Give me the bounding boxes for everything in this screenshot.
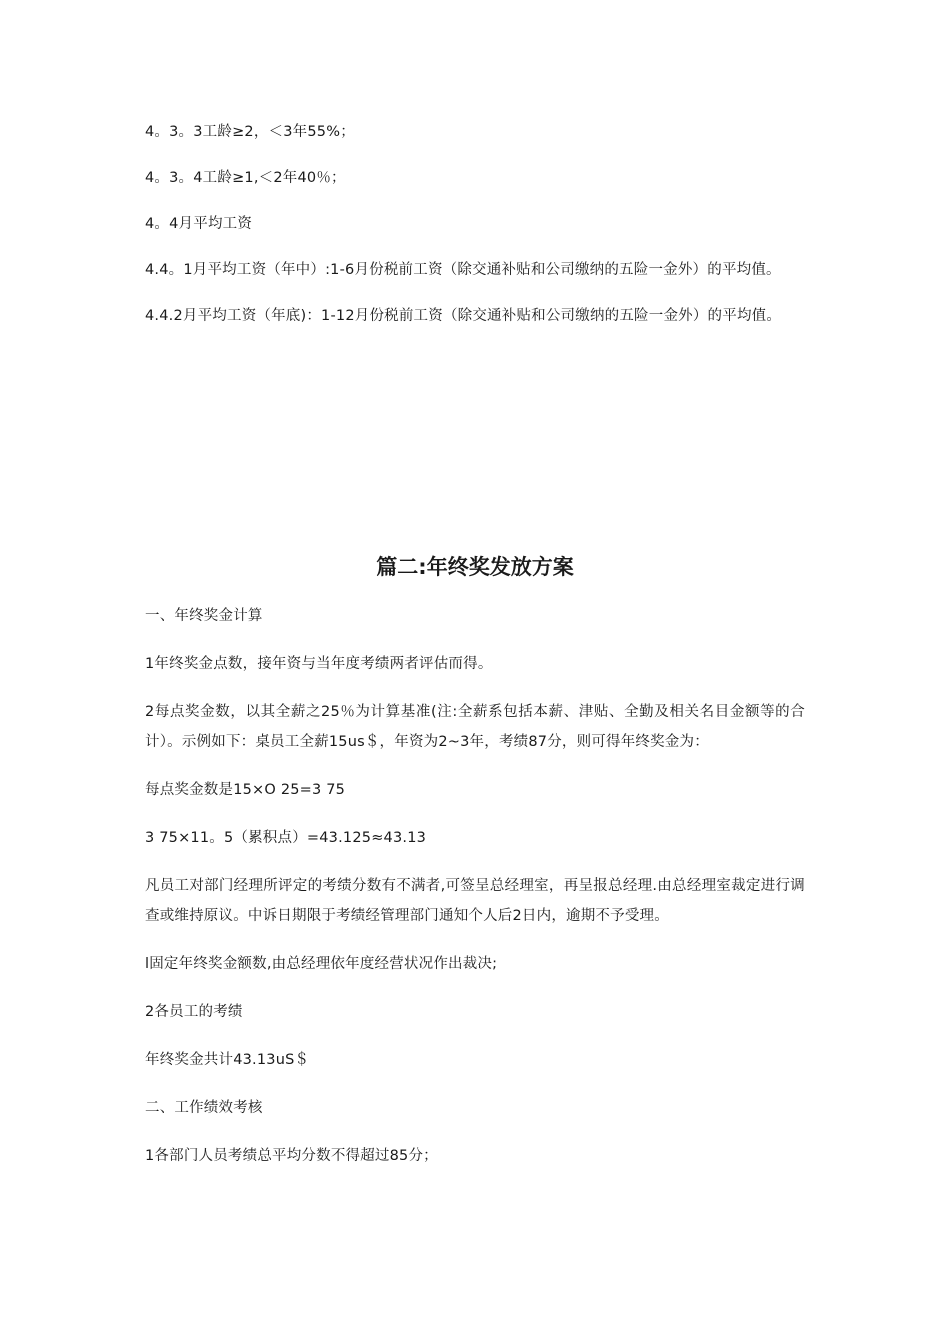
paragraph: l固定年终奖金额数,由总经理依年度经营状况作出裁决;	[145, 956, 498, 972]
heading-performance-review: 二、工作绩效考核	[145, 1100, 263, 1116]
paragraph: 4.4.2月平均工资（年底)：1-12月份税前工资（除交通补贴和公司缴纳的五险一金外）的平均值。	[145, 308, 782, 324]
paragraph: 4。4月平均工资	[145, 216, 253, 232]
paragraph: 1各部门人员考绩总平均分数不得超过85分；	[145, 1148, 438, 1164]
paragraph: 4。3。4工龄≥1,＜2年40％；	[145, 170, 346, 186]
formula-line: 3 75×11。5（累积点）=43.125≈43.13	[145, 830, 427, 846]
section-continuation	[145, 117, 805, 347]
section-body	[145, 601, 805, 1189]
paragraph: 4.4。1月平均工资（年中）:1-6月份税前工资（除交通补贴和公司缴纳的五险一金外）的平均值。	[145, 262, 781, 278]
paragraph: 2各员工的考绩	[145, 1004, 243, 1020]
paragraph: 2每点奖金数，以其全薪之25％为计算基准(注:全薪系包括本薪、津贴、全勤及相关名目金额等的合计）。示例如下：桌员工全薪15us＄，年资为2~3年，考绩87分，则可得年终奖金为：	[145, 704, 805, 750]
section-title: 篇二:年终奖发放方案	[376, 555, 574, 579]
paragraph: 年终奖金共计43.13uS＄	[145, 1052, 310, 1068]
paragraph: 1年终奖金点数，接年资与当年度考绩两者评估而得。	[145, 656, 493, 672]
paragraph: 4。3。3工龄≥2，＜3年55%；	[145, 124, 355, 140]
paragraph: 凡员工对部门经理所评定的考绩分数有不满者,可签呈总经理室，再呈报总经理.由总经理室裁定进行调查或维持原议。中诉日期限于考绩经管理部门通知个人后2日内，逾期不予受理。	[145, 878, 805, 924]
formula-line: 每点奖金数是15×O 25=3 75	[145, 782, 346, 798]
heading-year-end-bonus-calc: 一、年终奖金计算	[145, 608, 263, 624]
